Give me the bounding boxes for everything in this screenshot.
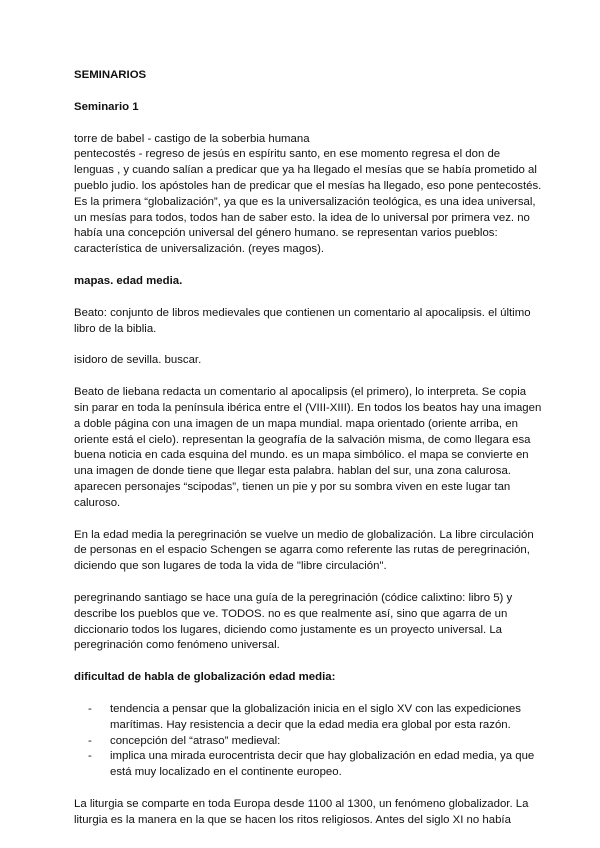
text-line: torre de babel - castigo de la soberbia humana xyxy=(74,132,310,145)
difficulty-list xyxy=(74,702,536,781)
text-line: libro de la biblia. xyxy=(74,322,157,335)
text-line: Beato de liebana redacta un comentario al apocalipsis (el primero), lo interpreta. Se copia xyxy=(74,386,527,399)
text-line: sin parar en toda la península ibérica entre el (VIII-XIII). En todos los beatos hay una imagen xyxy=(74,401,542,414)
text-line: una imagen de donde tiene que llegar esta palabra. hablan del sur, una zona calurosa. xyxy=(74,465,511,478)
seminar-heading: Seminario 1 xyxy=(74,100,139,113)
text-line: La liturgia se comparte en toda Europa desde 1100 al 1300, un fenómeno globalizador. La xyxy=(74,797,529,810)
text-line: peregrinando santiago se hace una guía de la peregrinación (códice calixtino: libro 5) y xyxy=(74,591,513,604)
text-line: buena noticia en cada esquina del mundo. es un mapa simbólico. el mapa se convierte en xyxy=(74,449,529,462)
text-line: diciendo que son lugares de toda la vida de "libre circulación". xyxy=(74,560,387,573)
text-line: había una concepción universal del género humano. se representan varios pueblos: xyxy=(74,227,498,240)
text-line: isidoro de sevilla. buscar. xyxy=(74,354,202,367)
list-item xyxy=(74,749,536,781)
text-line: peregrinación como fenómeno universal. xyxy=(74,639,280,652)
text-line: liturgia es la manera en la que se hacen los ritos religiosos. Antes del siglo XI no había xyxy=(74,813,511,826)
text-line: pentecostés - regreso de jesús en espíritu santo, en ese momento regresa el don de xyxy=(74,148,501,161)
text-line: pueblo judio. los apóstoles han de predicar que el mesías ha llegado, eso pone pentecostés. xyxy=(74,179,542,192)
text-line: marítimas. Hay resistencia a decir que la edad media era global por esta razón. xyxy=(110,718,511,731)
text-line: describe los pueblos que ve. TODOS. no es que realmente así, sino que agarra de un xyxy=(74,607,508,620)
text-line: concepción del “atraso” medieval: xyxy=(110,734,281,747)
text-line: un mesías para todos, todos han de saber esto. la idea de lo universal por primera vez. no xyxy=(74,211,530,224)
text-line: está muy localizado en el continente europeo. xyxy=(110,766,342,779)
text-line: tendencia a pensar que la globalización inicia en el siglo XV con las expediciones xyxy=(110,702,521,715)
paragraph-liturgia xyxy=(74,797,536,829)
section-heading-dificultad: dificultad de habla de globalización edad media: xyxy=(74,671,336,684)
paragraph-isidoro xyxy=(74,353,536,369)
text-line: En la edad media la peregrinación se vuelve un medio de globalización. La libre circulación xyxy=(74,528,534,541)
paragraph-beato xyxy=(74,306,536,338)
list-dash: - xyxy=(88,702,92,715)
text-line: Beato: conjunto de libros medievales que contienen un comentario al apocalipsis. el último xyxy=(74,306,531,319)
text-line: aparecen personajes “scipodas”, tienen un pie y por su sombra viven en este lugar tan xyxy=(74,480,511,493)
list-dash: - xyxy=(88,734,92,747)
text-line: implica una mirada eurocentrista decir que hay globalización en edad media, ya que xyxy=(110,750,535,763)
text-line: de personas en el espacio Schengen se agarra como referente las rutas de peregrinación, xyxy=(74,544,530,557)
paragraph-peregrinacion xyxy=(74,528,536,575)
text-line: diccionario todos los lugares, diciendo como justamente es un proyecto universal. La xyxy=(74,623,503,636)
text-line: Es la primera “globalización”, ya que es la universalización teológica, es una idea universal, xyxy=(74,195,536,208)
document-page xyxy=(74,68,542,844)
text-line: a doble página con una imagen de un mapa mundial. mapa orientado (oriente arriba, en xyxy=(74,417,518,430)
paragraph-babel-pentecost xyxy=(74,132,542,258)
list-item xyxy=(74,734,536,750)
paragraph-beato-liebana xyxy=(74,385,542,511)
document-title: SEMINARIOS xyxy=(74,69,147,81)
text-line: oriente está el cielo). representan la geografía de la salvación misma, de como llegara esa xyxy=(74,433,531,446)
list-item xyxy=(74,702,536,734)
text-line: característica de universalización. (reyes magos). xyxy=(74,243,325,256)
text-line: lenguas , y cuando salían a predicar que ya ha llegado el mesías que se había prometido al xyxy=(74,164,537,177)
list-dash: - xyxy=(88,750,92,763)
paragraph-santiago xyxy=(74,591,536,654)
text-line: caluroso. xyxy=(74,496,121,509)
section-heading-mapas: mapas. edad media. xyxy=(74,274,183,287)
